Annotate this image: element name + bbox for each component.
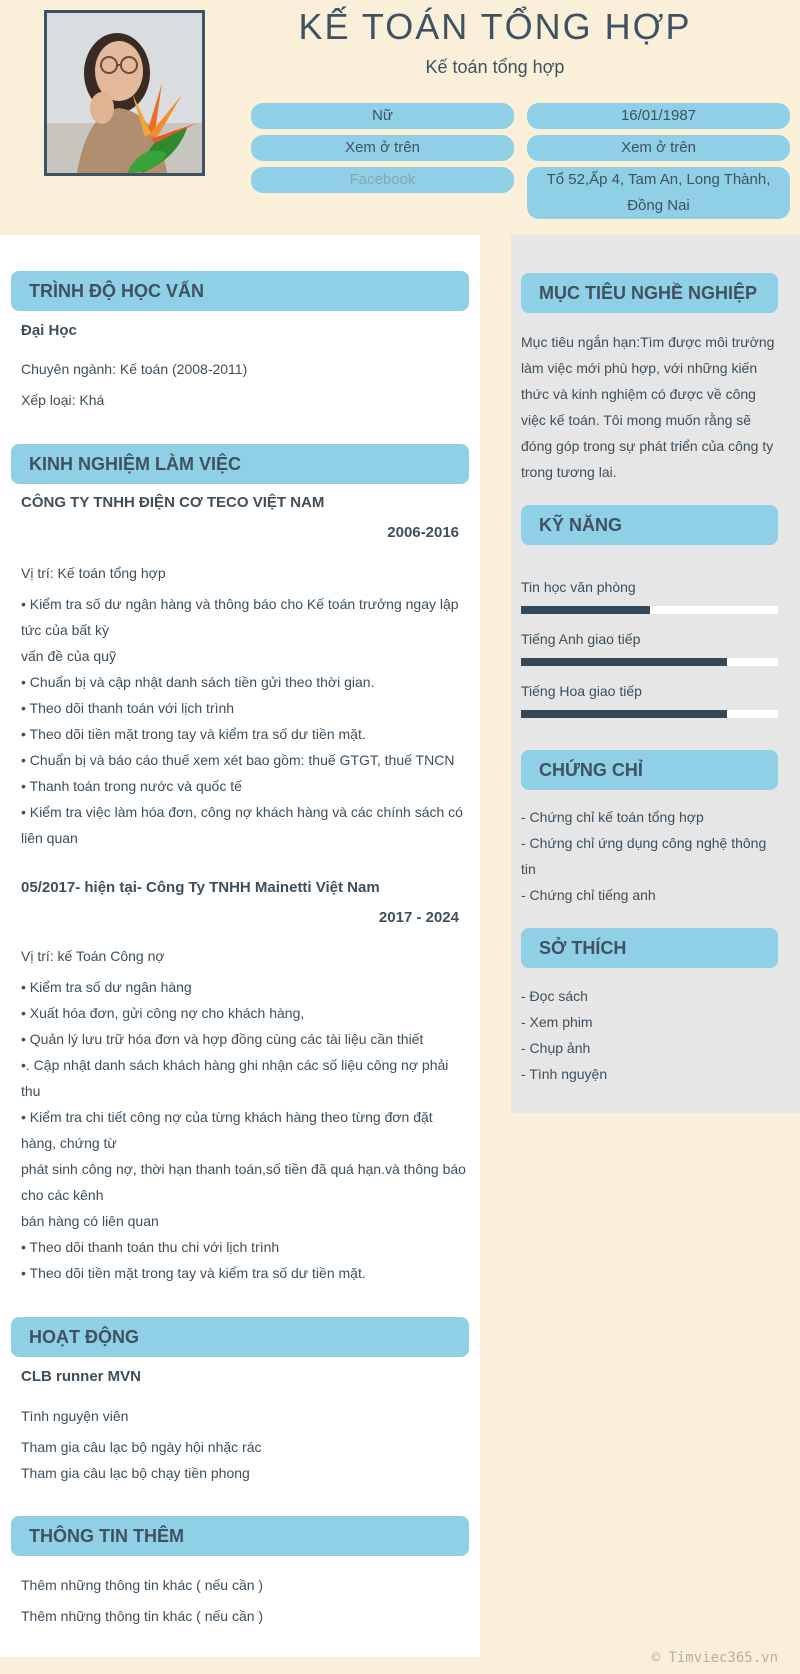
- job-2-period: 2017 - 2024: [378, 909, 459, 926]
- skill-name: Tiếng Hoa giao tiếp: [521, 683, 642, 699]
- skill-bar: [521, 606, 778, 614]
- cv-header: [0, 0, 800, 235]
- job-1-duty: • Thanh toán trong nước và quốc tế: [21, 778, 242, 794]
- education-school: Đại Học: [21, 322, 77, 339]
- activity-line: Tham gia câu lạc bộ chạy tiền phong: [21, 1465, 250, 1481]
- experience-heading: KINH NGHIỆM LÀM VIỆC: [11, 444, 469, 484]
- job-1-period: 2006-2016: [387, 524, 459, 541]
- job-2-duty: •. Cập nhật danh sách khách hàng ghi nhận các số liệu công nợ phải thu: [21, 1057, 449, 1099]
- objective-text: Mục tiêu ngắn hạn:Tìm được môi trường làm việc mới phù hợp, với những kiến thức và kinh nghiệm có được về công việc kế toán. Tôi mong muốn rằng sẽ đóng góp trong sự phát triển của công ty trong tương lai.: [521, 334, 775, 480]
- job-1-duty: • Chuẩn bị và cập nhật danh sách tiền gửi theo thời gian.: [21, 674, 375, 690]
- skill-name: Tin học văn phòng: [521, 579, 636, 595]
- extra-line: Thêm những thông tin khác ( nếu cần ): [21, 1577, 264, 1593]
- job-1-role: Vị trí: Kế toán tổng hợp: [21, 565, 166, 581]
- hobby-item: - Chụp ảnh: [521, 1040, 591, 1056]
- activities-heading: HOẠT ĐỘNG: [11, 1317, 469, 1357]
- cv-name: KẾ TOÁN TỔNG HỢP: [298, 6, 692, 47]
- job-2-duty: phát sinh công nợ, thời hạn thanh toán,số tiền đã quá hạn.và thông báo cho các kênh: [21, 1161, 466, 1203]
- job-2-duty: • Kiểm tra số dư ngân hàng: [21, 979, 192, 995]
- job-1-duty: vấn đề của quỹ: [21, 648, 116, 664]
- portrait-photo: [47, 13, 202, 173]
- certificate-item: - Chứng chỉ kế toán tổng hợp: [521, 809, 704, 825]
- job-2-duties: [21, 974, 466, 1286]
- hobby-item: - Xem phim: [521, 1014, 593, 1030]
- skill-level: [521, 710, 727, 718]
- job-2-duty: • Xuất hóa đơn, gửi công nợ cho khách hàng,: [21, 1005, 305, 1021]
- job-2-duty: bán hàng có liên quan: [21, 1213, 159, 1229]
- job-1-duties: [21, 591, 466, 851]
- job-1-duty: • Theo dõi tiền mặt trong tay và kiểm tra số dư tiền mặt.: [21, 726, 366, 742]
- activity-org: CLB runner MVN: [21, 1368, 141, 1385]
- skill-name: Tiếng Anh giao tiếp: [521, 631, 641, 647]
- certificates-list: [521, 804, 781, 908]
- hobbies-list: [521, 983, 781, 1087]
- birthday-field: 16/01/1987: [527, 103, 790, 129]
- job-1-duty: • Theo dõi thanh toán với lịch trình: [21, 700, 235, 716]
- education-heading: TRÌNH ĐỘ HỌC VẤN: [11, 271, 469, 311]
- email-field: Xem ở trên: [527, 135, 790, 161]
- education-grade: Xếp loại: Khá: [21, 392, 105, 408]
- hobby-item: - Đọc sách: [521, 988, 588, 1004]
- activity-line: Tham gia câu lạc bộ ngày hội nhặc rác: [21, 1439, 262, 1455]
- job-2-duty: • Kiểm tra chi tiết công nợ của từng khách hàng theo từng đơn đặt hàng, chứng từ: [21, 1109, 433, 1151]
- hobby-item: - Tình nguyện: [521, 1066, 608, 1082]
- job-2-company: 05/2017- hiện tại- Công Ty TNHH Mainetti Việt Nam: [21, 879, 380, 896]
- gender-field: Nữ: [251, 103, 514, 129]
- skill-level: [521, 606, 650, 614]
- job-1-company: CÔNG TY TNHH ĐIỆN CƠ TECO VIỆT NAM: [21, 494, 325, 511]
- certificate-item: - Chứng chỉ ứng dụng công nghệ thông tin: [521, 835, 767, 877]
- job-2-duty: • Quản lý lưu trữ hóa đơn và hợp đồng cùng các tài liệu cần thiết: [21, 1031, 424, 1047]
- extra-line: Thêm những thông tin khác ( nếu cần ): [21, 1608, 264, 1624]
- education-major: Chuyên ngành: Kế toán (2008-2011): [21, 361, 248, 377]
- phone-field: Xem ở trên: [251, 135, 514, 161]
- address-field: Tổ 52,Ấp 4, Tam An, Long Thành, Đồng Nai: [527, 167, 790, 219]
- job-2-role: Vị trí: kế Toán Công nợ: [21, 948, 165, 964]
- certificate-item: - Chứng chỉ tiếng anh: [521, 887, 656, 903]
- job-1-duty: • Kiểm tra việc làm hóa đơn, công nợ khách hàng và các chính sách có liên quan: [21, 804, 463, 846]
- job-1-duty: • Kiểm tra số dư ngân hàng và thông báo cho Kế toán trưởng ngay lập tức của bất kỳ: [21, 596, 459, 638]
- avatar: [44, 10, 205, 176]
- facebook-link[interactable]: Facebook: [251, 167, 514, 193]
- watermark: © Timviec365.vn: [651, 1650, 778, 1666]
- skills-heading: KỸ NĂNG: [521, 505, 778, 545]
- skill-level: [521, 658, 727, 666]
- job-2-duty: • Theo dõi thanh toán thu chi với lịch trình: [21, 1239, 280, 1255]
- objective-heading: MỤC TIÊU NGHỀ NGHIỆP: [521, 273, 778, 313]
- cv-position: Kế toán tổng hợp: [425, 57, 565, 77]
- skill-bar: [521, 710, 778, 718]
- job-1-duty: • Chuẩn bị và báo cáo thuế xem xét bao gồm: thuế GTGT, thuế TNCN: [21, 752, 455, 768]
- extra-heading: THÔNG TIN THÊM: [11, 1516, 469, 1556]
- hobbies-heading: SỞ THÍCH: [521, 928, 778, 968]
- job-2-duty: • Theo dõi tiền mặt trong tay và kiểm tra số dư tiền mặt.: [21, 1265, 366, 1281]
- activity-role: Tình nguyện viên: [21, 1408, 129, 1424]
- certificates-heading: CHỨNG CHỈ: [521, 750, 778, 790]
- skill-bar: [521, 658, 778, 666]
